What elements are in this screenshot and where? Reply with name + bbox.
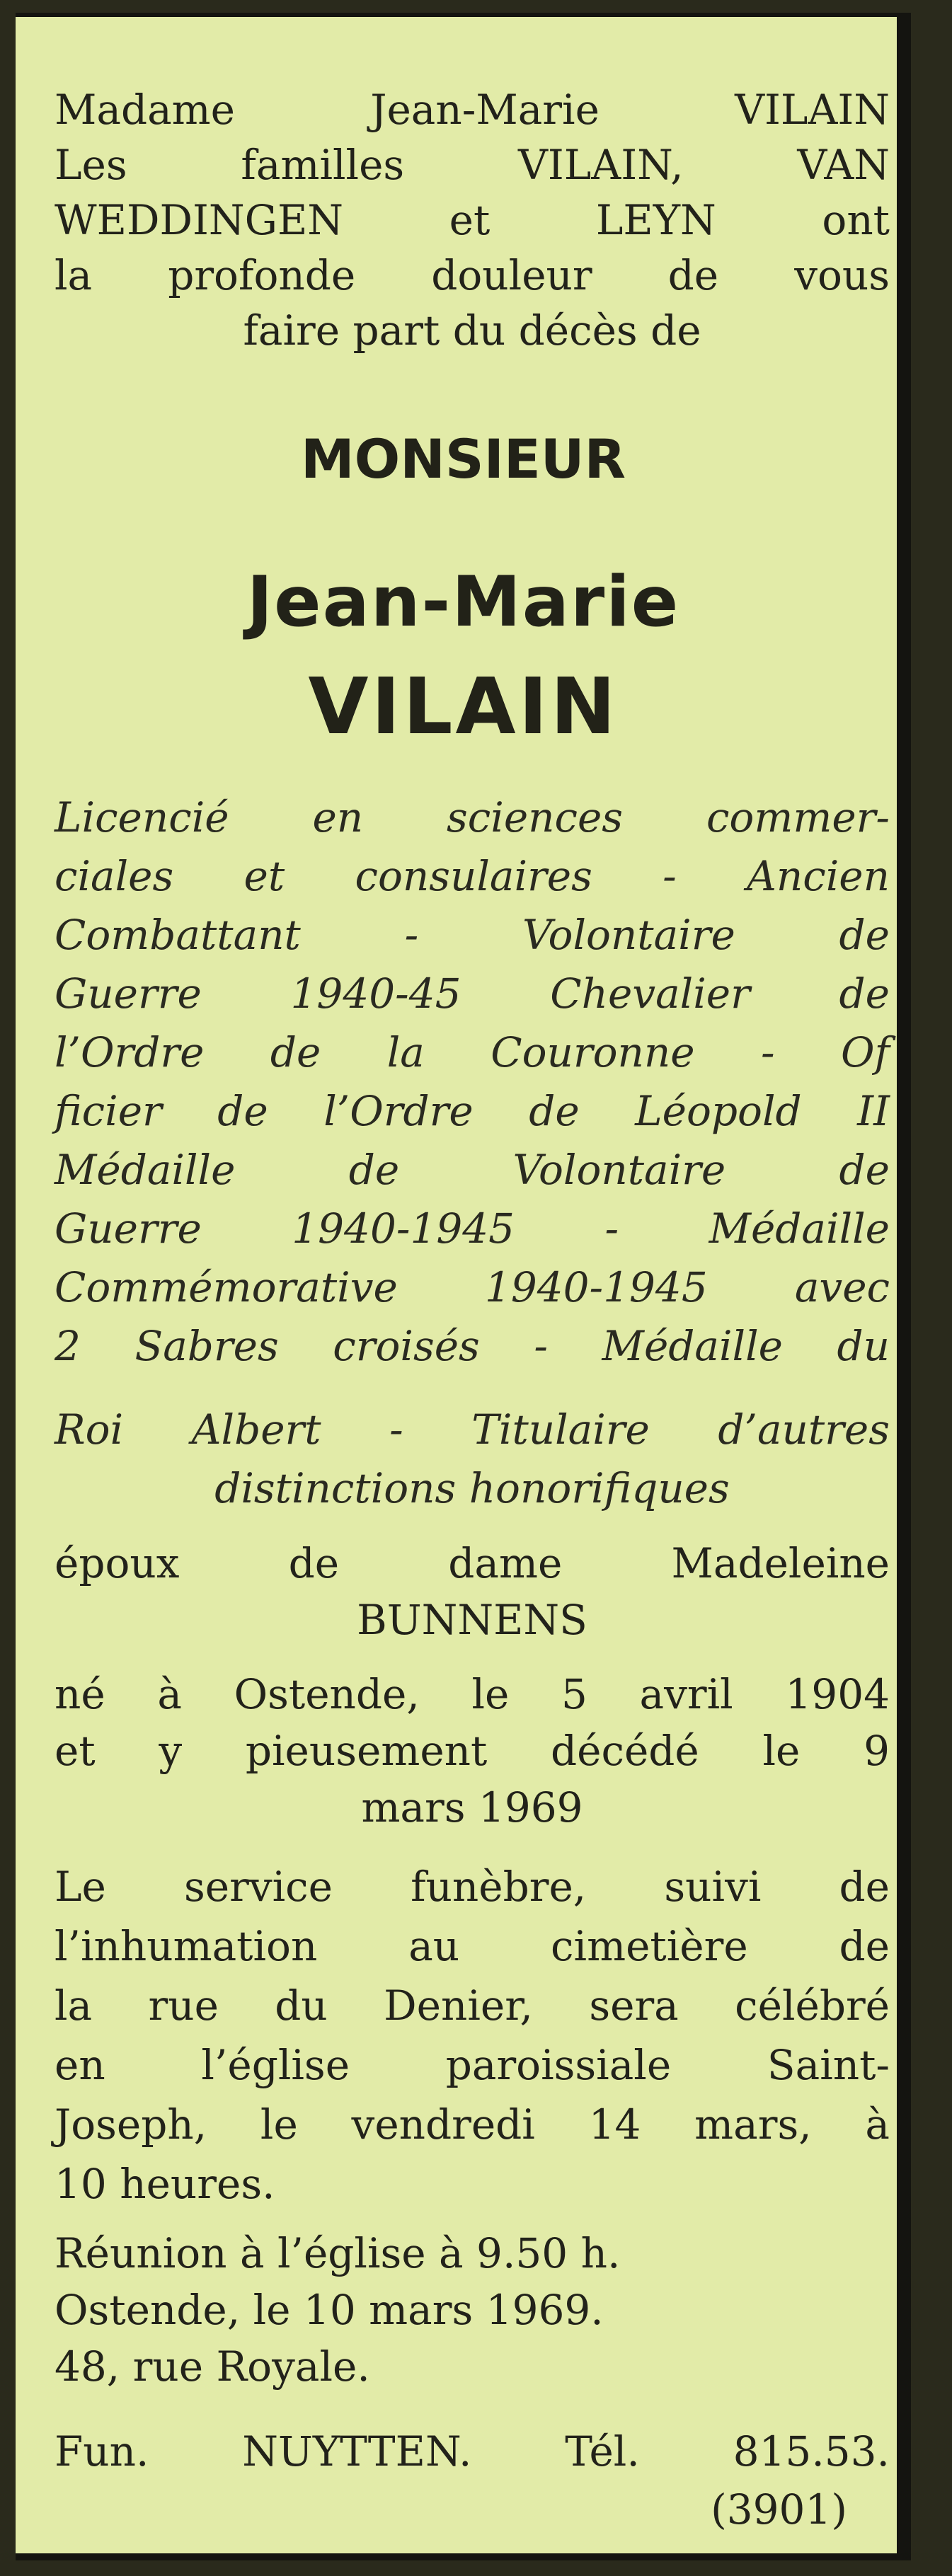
title-line: Médaille de Volontaire de (55, 1146, 890, 1194)
title-line: Licencié en sciences commer- (55, 793, 890, 841)
intro-line: faire part du décès de (243, 306, 701, 355)
meeting-line: 48, rue Royale. (55, 2342, 370, 2391)
service-line: l’inhumation au cimetière de (55, 1922, 890, 1970)
deceased-surname: VILAIN (308, 661, 619, 752)
intro-line: la profonde douleur de vous (55, 251, 890, 299)
deceased-first-names: Jean-Marie (246, 562, 680, 643)
obituary-notice (16, 13, 911, 2560)
honorific: MONSIEUR (300, 427, 626, 490)
intro-line: WEDDINGEN et LEYN ont (55, 196, 890, 244)
title-line: Guerre 1940-45 Chevalier de (55, 970, 890, 1018)
intro-line: Les familles VILAIN, VAN (55, 141, 890, 189)
service-line: Joseph, le vendredi 14 mars, à (55, 2100, 890, 2149)
service-line: en l’église paroissiale Saint- (55, 2041, 890, 2089)
spouse-line: BUNNENS (357, 1596, 587, 1644)
meeting-line: Réunion à l’église à 9.50 h. (55, 2229, 621, 2277)
service-line: 10 heures. (55, 2160, 275, 2208)
intro-paragraph (55, 82, 890, 358)
birth-death-paragraph (55, 1666, 890, 1836)
birth-line: né à Ostende, le 5 avril 1904 (55, 1670, 890, 1718)
title-line: ficier de l’Ordre de Léopold II (55, 1087, 890, 1135)
meeting-line: Ostende, le 10 mars 1969. (55, 2286, 604, 2334)
reference-number: (3901) (711, 2485, 847, 2534)
service-line: Le service funèbre, suivi de (55, 1863, 890, 1911)
title-line: ciales et consulaires - Ancien (55, 852, 890, 900)
titles-paragraph (55, 788, 890, 1376)
titles-continued (55, 1401, 890, 1518)
meeting-paragraph (55, 2225, 890, 2395)
title-line: Guerre 1940-1945 - Médaille (55, 1204, 890, 1253)
intro-line: Madame Jean-Marie VILAIN (55, 86, 890, 134)
service-paragraph (55, 1857, 890, 2214)
title-line: distinctions honorifiques (214, 1464, 730, 1512)
title-line: l’Ordre de la Couronne - Of (55, 1028, 890, 1076)
funeral-home: Fun. NUYTTEN. Tél. 815.53. (55, 2427, 890, 2476)
birth-line: et y pieusement décédé le 9 (55, 1727, 890, 1775)
title-line: Commémorative 1940-1945 avec (55, 1263, 890, 1311)
title-line: Combattant - Volontaire de (55, 911, 890, 959)
birth-line: mars 1969 (361, 1783, 583, 1832)
spouse-paragraph (55, 1535, 890, 1648)
spouse-line: époux de dame Madeleine (55, 1539, 890, 1587)
service-line: la rue du Denier, sera célébré (55, 1982, 890, 2030)
title-line: 2 Sabres croisés - Médaille du (55, 1322, 890, 1370)
title-line: Roi Albert - Titulaire d’autres (55, 1405, 890, 1454)
